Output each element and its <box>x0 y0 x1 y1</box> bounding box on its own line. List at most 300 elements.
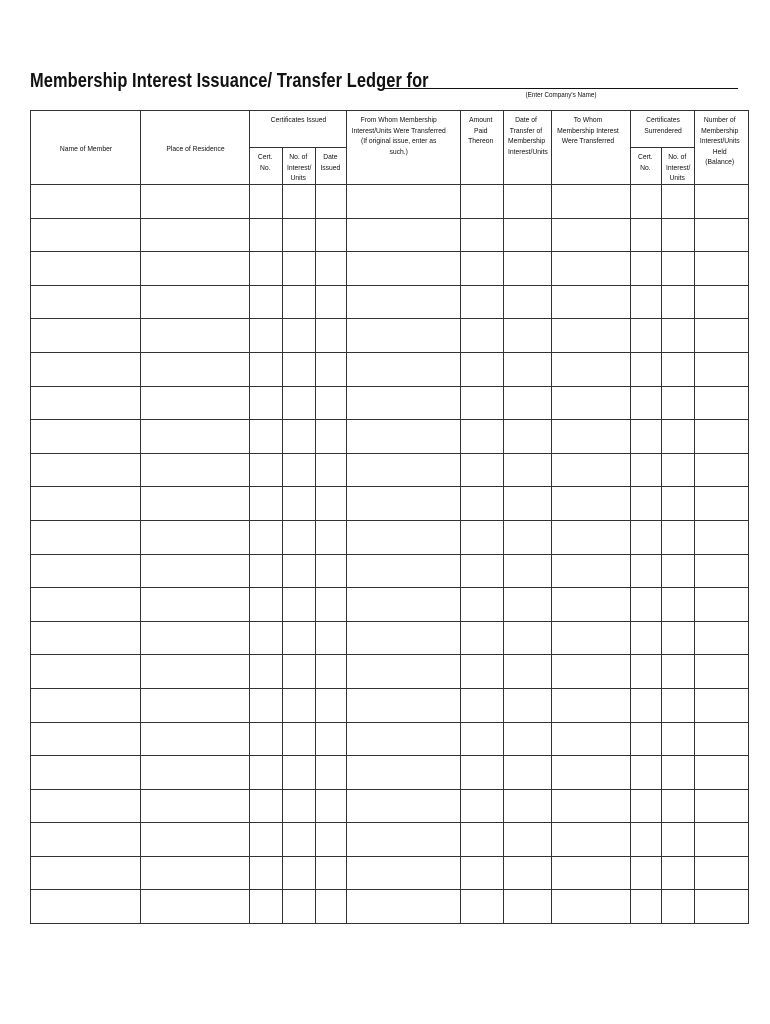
interest-units-cell[interactable] <box>283 655 316 689</box>
to-whom-cell[interactable] <box>552 185 631 219</box>
to-whom-cell[interactable] <box>552 688 631 722</box>
date-issued-cell[interactable] <box>316 520 347 554</box>
ledger-body <box>31 185 749 924</box>
residence-cell[interactable] <box>141 655 250 689</box>
to-whom-cell[interactable] <box>552 621 631 655</box>
residence-cell[interactable] <box>141 756 250 790</box>
surrendered-cert-no-cell[interactable] <box>631 520 662 554</box>
residence-cell[interactable] <box>141 588 250 622</box>
date-issued-cell[interactable] <box>316 789 347 823</box>
amount-paid-cell[interactable] <box>461 453 504 487</box>
cert-no-cell[interactable] <box>250 554 283 588</box>
cert-no-cell[interactable] <box>250 655 283 689</box>
interest-units-cell[interactable] <box>283 319 316 353</box>
header-certificates-issued: Certificates Issued <box>250 111 347 148</box>
interest-units-cell[interactable] <box>283 756 316 790</box>
ledger-row <box>31 890 749 924</box>
interest-units-cell[interactable] <box>283 588 316 622</box>
amount-paid-cell[interactable] <box>461 856 504 890</box>
transfer-date-cell[interactable] <box>504 520 552 554</box>
balance-cell[interactable] <box>695 856 749 890</box>
transfer-date-cell[interactable] <box>504 185 552 219</box>
name-cell[interactable] <box>31 252 141 286</box>
transfer-date-cell[interactable] <box>504 420 552 454</box>
surrendered-units-cell[interactable] <box>662 823 695 857</box>
interest-units-cell[interactable] <box>283 218 316 252</box>
transfer-date-cell[interactable] <box>504 554 552 588</box>
surrendered-units-cell[interactable] <box>662 756 695 790</box>
cert-no-cell[interactable] <box>250 756 283 790</box>
balance-cell[interactable] <box>695 621 749 655</box>
balance-cell[interactable] <box>695 554 749 588</box>
surrendered-cert-no-cell[interactable] <box>631 252 662 286</box>
balance-cell[interactable] <box>695 890 749 924</box>
balance-cell[interactable] <box>695 285 749 319</box>
interest-units-cell[interactable] <box>283 621 316 655</box>
to-whom-cell[interactable] <box>552 756 631 790</box>
to-whom-cell[interactable] <box>552 554 631 588</box>
interest-units-cell[interactable] <box>283 554 316 588</box>
amount-paid-cell[interactable] <box>461 890 504 924</box>
transfer-date-cell[interactable] <box>504 285 552 319</box>
surrendered-cert-no-cell[interactable] <box>631 789 662 823</box>
amount-paid-cell[interactable] <box>461 352 504 386</box>
ledger-row <box>31 688 749 722</box>
ledger-row <box>31 252 749 286</box>
residence-cell[interactable] <box>141 185 250 219</box>
to-whom-cell[interactable] <box>552 352 631 386</box>
amount-paid-cell[interactable] <box>461 319 504 353</box>
to-whom-cell[interactable] <box>552 386 631 420</box>
amount-paid-cell[interactable] <box>461 252 504 286</box>
ledger-row <box>31 319 749 353</box>
surrendered-units-cell[interactable] <box>662 420 695 454</box>
cert-no-cell[interactable] <box>250 285 283 319</box>
name-cell[interactable] <box>31 386 141 420</box>
ledger-row <box>31 588 749 622</box>
to-whom-cell[interactable] <box>552 655 631 689</box>
name-cell[interactable] <box>31 520 141 554</box>
ledger-row <box>31 722 749 756</box>
ledger-row <box>31 386 749 420</box>
surrendered-cert-no-cell[interactable] <box>631 588 662 622</box>
name-cell[interactable] <box>31 352 141 386</box>
name-cell[interactable] <box>31 856 141 890</box>
date-issued-cell[interactable] <box>316 688 347 722</box>
ledger-row <box>31 621 749 655</box>
to-whom-cell[interactable] <box>552 487 631 521</box>
interest-units-cell[interactable] <box>283 185 316 219</box>
name-cell[interactable] <box>31 756 141 790</box>
balance-cell[interactable] <box>695 185 749 219</box>
transfer-date-cell[interactable] <box>504 688 552 722</box>
amount-paid-cell[interactable] <box>461 386 504 420</box>
date-issued-cell[interactable] <box>316 285 347 319</box>
amount-paid-cell[interactable] <box>461 823 504 857</box>
date-issued-cell[interactable] <box>316 722 347 756</box>
interest-units-cell[interactable] <box>283 386 316 420</box>
date-issued-cell[interactable] <box>316 420 347 454</box>
from-whom-cell[interactable] <box>347 756 461 790</box>
to-whom-cell[interactable] <box>552 789 631 823</box>
amount-paid-cell[interactable] <box>461 487 504 521</box>
surrendered-cert-no-cell[interactable] <box>631 285 662 319</box>
name-cell[interactable] <box>31 890 141 924</box>
from-whom-cell[interactable] <box>347 352 461 386</box>
from-whom-cell[interactable] <box>347 185 461 219</box>
surrendered-units-cell[interactable] <box>662 588 695 622</box>
cert-no-cell[interactable] <box>250 588 283 622</box>
date-issued-cell[interactable] <box>316 319 347 353</box>
from-whom-cell[interactable] <box>347 252 461 286</box>
from-whom-cell[interactable] <box>347 520 461 554</box>
date-issued-cell[interactable] <box>316 823 347 857</box>
cert-no-cell[interactable] <box>250 520 283 554</box>
header-balance: Number of Membership Interest/Units Held (Balance) <box>695 111 749 185</box>
residence-cell[interactable] <box>141 722 250 756</box>
to-whom-cell[interactable] <box>552 722 631 756</box>
surrendered-units-cell[interactable] <box>662 285 695 319</box>
cert-no-cell[interactable] <box>250 319 283 353</box>
date-issued-cell[interactable] <box>316 252 347 286</box>
ledger-row <box>31 285 749 319</box>
name-cell[interactable] <box>31 722 141 756</box>
surrendered-units-cell[interactable] <box>662 453 695 487</box>
residence-cell[interactable] <box>141 688 250 722</box>
surrendered-cert-no-cell[interactable] <box>631 386 662 420</box>
ledger-row <box>31 856 749 890</box>
interest-units-cell[interactable] <box>283 823 316 857</box>
header-no-of-interest: No. of Interest/ Units <box>283 148 316 185</box>
ledger-row <box>31 487 749 521</box>
surrendered-units-cell[interactable] <box>662 890 695 924</box>
header-surrendered-no-of-interest: No. of Interest/ Units <box>662 148 695 185</box>
header-amount-paid: Amount Paid Thereon <box>461 111 504 185</box>
date-issued-cell[interactable] <box>316 218 347 252</box>
name-cell[interactable] <box>31 319 141 353</box>
page-title: Membership Interest Issuance/ Transfer Ledger for <box>30 70 429 92</box>
amount-paid-cell[interactable] <box>461 756 504 790</box>
ledger-row <box>31 185 749 219</box>
company-name-blank[interactable] <box>384 88 738 89</box>
residence-cell[interactable] <box>141 319 250 353</box>
date-issued-cell[interactable] <box>316 890 347 924</box>
from-whom-cell[interactable] <box>347 856 461 890</box>
surrendered-cert-no-cell[interactable] <box>631 319 662 353</box>
surrendered-cert-no-cell[interactable] <box>631 453 662 487</box>
balance-cell[interactable] <box>695 789 749 823</box>
residence-cell[interactable] <box>141 453 250 487</box>
surrendered-cert-no-cell[interactable] <box>631 621 662 655</box>
amount-paid-cell[interactable] <box>461 420 504 454</box>
interest-units-cell[interactable] <box>283 890 316 924</box>
balance-cell[interactable] <box>695 520 749 554</box>
ledger-row <box>31 554 749 588</box>
residence-cell[interactable] <box>141 520 250 554</box>
company-name-hint: (Enter Company's Name) <box>525 92 597 99</box>
surrendered-cert-no-cell[interactable] <box>631 722 662 756</box>
amount-paid-cell[interactable] <box>461 722 504 756</box>
transfer-date-cell[interactable] <box>504 655 552 689</box>
surrendered-units-cell[interactable] <box>662 520 695 554</box>
cert-no-cell[interactable] <box>250 722 283 756</box>
transfer-date-cell[interactable] <box>504 789 552 823</box>
balance-cell[interactable] <box>695 420 749 454</box>
from-whom-cell[interactable] <box>347 285 461 319</box>
from-whom-cell[interactable] <box>347 688 461 722</box>
transfer-date-cell[interactable] <box>504 588 552 622</box>
interest-units-cell[interactable] <box>283 352 316 386</box>
cert-no-cell[interactable] <box>250 352 283 386</box>
amount-paid-cell[interactable] <box>461 520 504 554</box>
from-whom-cell[interactable] <box>347 655 461 689</box>
residence-cell[interactable] <box>141 554 250 588</box>
name-cell[interactable] <box>31 420 141 454</box>
from-whom-cell[interactable] <box>347 588 461 622</box>
header-date-issued: Date Issued <box>316 148 347 185</box>
balance-cell[interactable] <box>695 352 749 386</box>
interest-units-cell[interactable] <box>283 252 316 286</box>
surrendered-units-cell[interactable] <box>662 688 695 722</box>
date-issued-cell[interactable] <box>316 856 347 890</box>
date-issued-cell[interactable] <box>316 386 347 420</box>
surrendered-cert-no-cell[interactable] <box>631 554 662 588</box>
surrendered-cert-no-cell[interactable] <box>631 688 662 722</box>
name-cell[interactable] <box>31 789 141 823</box>
residence-cell[interactable] <box>141 823 250 857</box>
from-whom-cell[interactable] <box>347 890 461 924</box>
transfer-date-cell[interactable] <box>504 856 552 890</box>
surrendered-cert-no-cell[interactable] <box>631 856 662 890</box>
cert-no-cell[interactable] <box>250 621 283 655</box>
residence-cell[interactable] <box>141 621 250 655</box>
balance-cell[interactable] <box>695 319 749 353</box>
surrendered-cert-no-cell[interactable] <box>631 352 662 386</box>
cert-no-cell[interactable] <box>250 688 283 722</box>
from-whom-cell[interactable] <box>347 386 461 420</box>
balance-cell[interactable] <box>695 588 749 622</box>
to-whom-cell[interactable] <box>552 285 631 319</box>
date-issued-cell[interactable] <box>316 453 347 487</box>
ledger-table <box>30 110 749 924</box>
from-whom-cell[interactable] <box>347 789 461 823</box>
interest-units-cell[interactable] <box>283 420 316 454</box>
from-whom-cell[interactable] <box>347 319 461 353</box>
date-issued-cell[interactable] <box>316 655 347 689</box>
cert-no-cell[interactable] <box>250 789 283 823</box>
transfer-date-cell[interactable] <box>504 352 552 386</box>
surrendered-units-cell[interactable] <box>662 487 695 521</box>
residence-cell[interactable] <box>141 285 250 319</box>
cert-no-cell[interactable] <box>250 823 283 857</box>
to-whom-cell[interactable] <box>552 890 631 924</box>
to-whom-cell[interactable] <box>552 823 631 857</box>
interest-units-cell[interactable] <box>283 520 316 554</box>
amount-paid-cell[interactable] <box>461 688 504 722</box>
to-whom-cell[interactable] <box>552 453 631 487</box>
surrendered-units-cell[interactable] <box>662 252 695 286</box>
date-issued-cell[interactable] <box>316 756 347 790</box>
balance-cell[interactable] <box>695 655 749 689</box>
date-issued-cell[interactable] <box>316 554 347 588</box>
residence-cell[interactable] <box>141 252 250 286</box>
name-cell[interactable] <box>31 688 141 722</box>
date-issued-cell[interactable] <box>316 352 347 386</box>
residence-cell[interactable] <box>141 487 250 521</box>
residence-cell[interactable] <box>141 386 250 420</box>
name-cell[interactable] <box>31 185 141 219</box>
from-whom-cell[interactable] <box>347 420 461 454</box>
to-whom-cell[interactable] <box>552 252 631 286</box>
interest-units-cell[interactable] <box>283 453 316 487</box>
from-whom-cell[interactable] <box>347 722 461 756</box>
transfer-date-cell[interactable] <box>504 756 552 790</box>
transfer-date-cell[interactable] <box>504 823 552 857</box>
balance-cell[interactable] <box>695 756 749 790</box>
cert-no-cell[interactable] <box>250 453 283 487</box>
cert-no-cell[interactable] <box>250 386 283 420</box>
to-whom-cell[interactable] <box>552 420 631 454</box>
amount-paid-cell[interactable] <box>461 185 504 219</box>
residence-cell[interactable] <box>141 890 250 924</box>
cert-no-cell[interactable] <box>250 185 283 219</box>
date-issued-cell[interactable] <box>316 621 347 655</box>
residence-cell[interactable] <box>141 420 250 454</box>
from-whom-cell[interactable] <box>347 621 461 655</box>
cert-no-cell[interactable] <box>250 218 283 252</box>
date-issued-cell[interactable] <box>316 487 347 521</box>
residence-cell[interactable] <box>141 789 250 823</box>
cert-no-cell[interactable] <box>250 252 283 286</box>
surrendered-units-cell[interactable] <box>662 185 695 219</box>
ledger-row <box>31 420 749 454</box>
interest-units-cell[interactable] <box>283 722 316 756</box>
date-issued-cell[interactable] <box>316 588 347 622</box>
ledger-row <box>31 453 749 487</box>
header-cert-no: Cert. No. <box>250 148 283 185</box>
balance-cell[interactable] <box>695 688 749 722</box>
to-whom-cell[interactable] <box>552 856 631 890</box>
amount-paid-cell[interactable] <box>461 588 504 622</box>
from-whom-cell[interactable] <box>347 218 461 252</box>
surrendered-cert-no-cell[interactable] <box>631 823 662 857</box>
name-cell[interactable] <box>31 453 141 487</box>
amount-paid-cell[interactable] <box>461 285 504 319</box>
surrendered-cert-no-cell[interactable] <box>631 420 662 454</box>
balance-cell[interactable] <box>695 487 749 521</box>
ledger-row <box>31 756 749 790</box>
surrendered-cert-no-cell[interactable] <box>631 890 662 924</box>
transfer-date-cell[interactable] <box>504 722 552 756</box>
name-cell[interactable] <box>31 285 141 319</box>
ledger-row <box>31 520 749 554</box>
surrendered-cert-no-cell[interactable] <box>631 487 662 521</box>
surrendered-units-cell[interactable] <box>662 352 695 386</box>
surrendered-units-cell[interactable] <box>662 655 695 689</box>
surrendered-units-cell[interactable] <box>662 722 695 756</box>
transfer-date-cell[interactable] <box>504 386 552 420</box>
transfer-date-cell[interactable] <box>504 218 552 252</box>
amount-paid-cell[interactable] <box>461 621 504 655</box>
amount-paid-cell[interactable] <box>461 655 504 689</box>
balance-cell[interactable] <box>695 386 749 420</box>
amount-paid-cell[interactable] <box>461 218 504 252</box>
transfer-date-cell[interactable] <box>504 453 552 487</box>
interest-units-cell[interactable] <box>283 789 316 823</box>
amount-paid-cell[interactable] <box>461 789 504 823</box>
surrendered-cert-no-cell[interactable] <box>631 756 662 790</box>
surrendered-units-cell[interactable] <box>662 856 695 890</box>
cert-no-cell[interactable] <box>250 856 283 890</box>
balance-cell[interactable] <box>695 252 749 286</box>
interest-units-cell[interactable] <box>283 688 316 722</box>
transfer-date-cell[interactable] <box>504 319 552 353</box>
transfer-date-cell[interactable] <box>504 621 552 655</box>
residence-cell[interactable] <box>141 352 250 386</box>
header-from-whom: From Whom Membership Interest/Units Were Transferred (If original issue, enter as such.) <box>347 111 461 185</box>
to-whom-cell[interactable] <box>552 218 631 252</box>
surrendered-units-cell[interactable] <box>662 554 695 588</box>
surrendered-units-cell[interactable] <box>662 319 695 353</box>
name-cell[interactable] <box>31 218 141 252</box>
ledger-row <box>31 655 749 689</box>
to-whom-cell[interactable] <box>552 588 631 622</box>
transfer-date-cell[interactable] <box>504 252 552 286</box>
name-cell[interactable] <box>31 554 141 588</box>
name-cell[interactable] <box>31 823 141 857</box>
balance-cell[interactable] <box>695 722 749 756</box>
transfer-date-cell[interactable] <box>504 890 552 924</box>
header-place-of-residence: Place of Residence <box>141 111 250 185</box>
name-cell[interactable] <box>31 588 141 622</box>
header-surrendered-cert-no: Cert. No. <box>631 148 662 185</box>
residence-cell[interactable] <box>141 218 250 252</box>
to-whom-cell[interactable] <box>552 319 631 353</box>
cert-no-cell[interactable] <box>250 487 283 521</box>
surrendered-cert-no-cell[interactable] <box>631 655 662 689</box>
date-issued-cell[interactable] <box>316 185 347 219</box>
surrendered-units-cell[interactable] <box>662 386 695 420</box>
to-whom-cell[interactable] <box>552 520 631 554</box>
transfer-date-cell[interactable] <box>504 487 552 521</box>
from-whom-cell[interactable] <box>347 554 461 588</box>
residence-cell[interactable] <box>141 856 250 890</box>
from-whom-cell[interactable] <box>347 823 461 857</box>
from-whom-cell[interactable] <box>347 487 461 521</box>
interest-units-cell[interactable] <box>283 856 316 890</box>
surrendered-units-cell[interactable] <box>662 218 695 252</box>
balance-cell[interactable] <box>695 823 749 857</box>
cert-no-cell[interactable] <box>250 420 283 454</box>
name-cell[interactable] <box>31 621 141 655</box>
interest-units-cell[interactable] <box>283 487 316 521</box>
balance-cell[interactable] <box>695 218 749 252</box>
balance-cell[interactable] <box>695 453 749 487</box>
surrendered-cert-no-cell[interactable] <box>631 218 662 252</box>
amount-paid-cell[interactable] <box>461 554 504 588</box>
cert-no-cell[interactable] <box>250 890 283 924</box>
surrendered-units-cell[interactable] <box>662 789 695 823</box>
from-whom-cell[interactable] <box>347 453 461 487</box>
ledger-row <box>31 352 749 386</box>
interest-units-cell[interactable] <box>283 285 316 319</box>
surrendered-units-cell[interactable] <box>662 621 695 655</box>
surrendered-cert-no-cell[interactable] <box>631 185 662 219</box>
header-date-of-transfer: Date of Transfer of Membership Interest/Units <box>504 111 552 185</box>
name-cell[interactable] <box>31 655 141 689</box>
header-to-whom: To Whom Membership Interest Were Transferred <box>552 111 631 185</box>
name-cell[interactable] <box>31 487 141 521</box>
